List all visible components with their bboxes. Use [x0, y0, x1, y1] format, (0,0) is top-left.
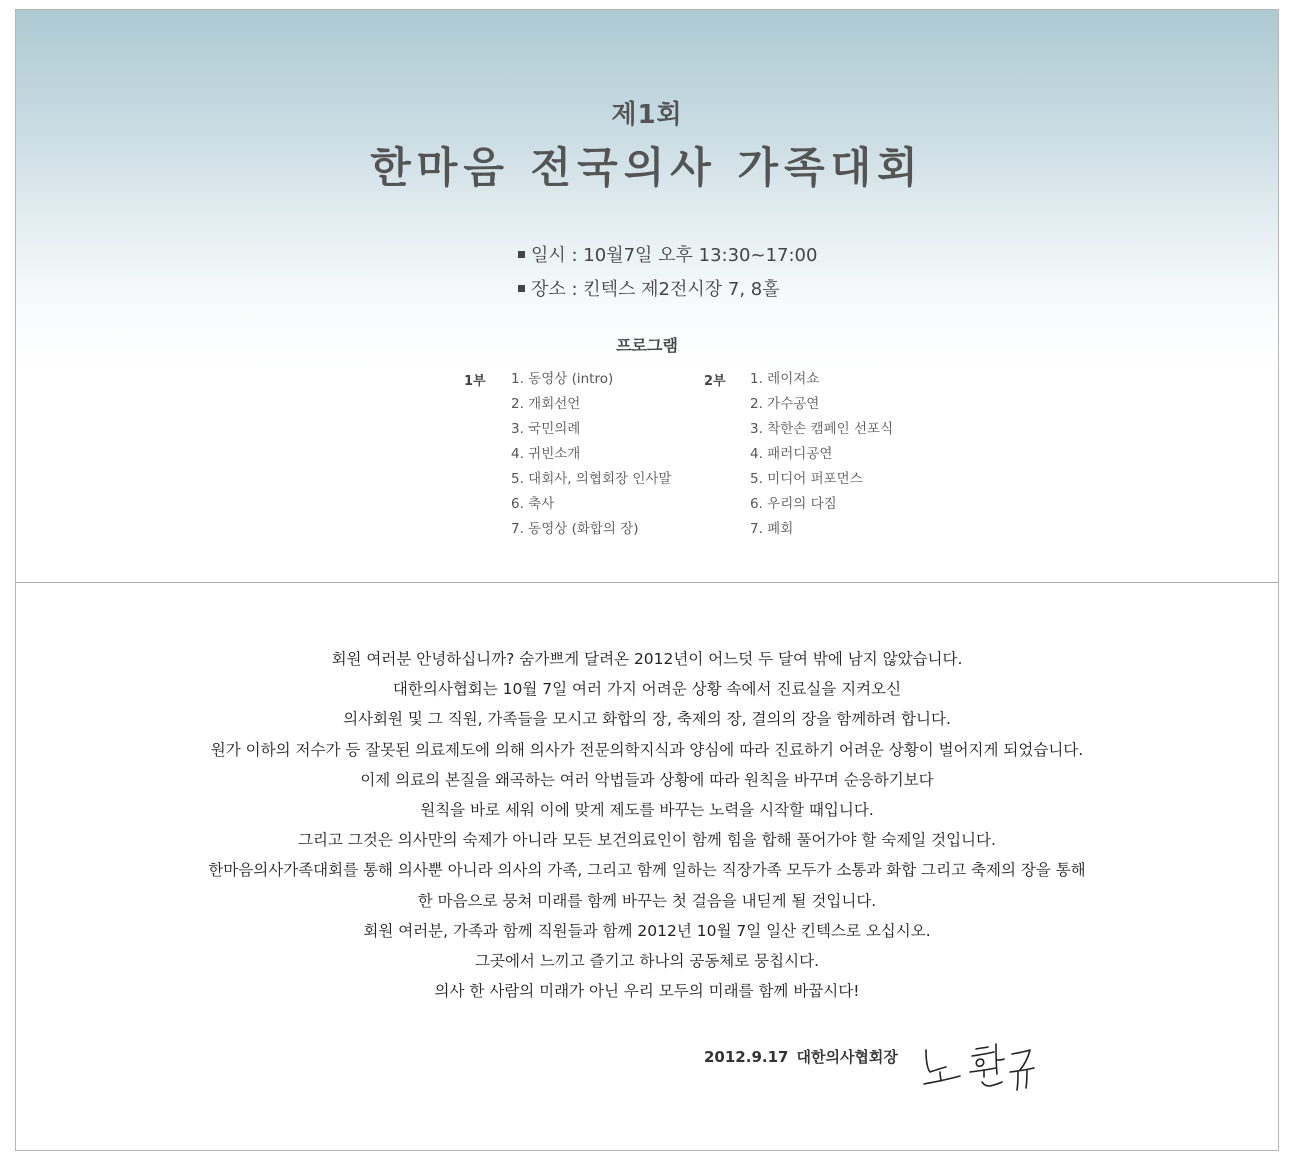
letter-line: 의사 한 사람의 미래가 아닌 우리 모두의 미래를 함께 바꿉시다! [434, 982, 860, 1001]
letter-line: 한 마음으로 뭉쳐 미래를 함께 바꾸는 첫 걸음을 내딛게 될 것입니다. [417, 891, 877, 910]
event-place-text: 장소 : 킨텍스 제2전시장 7, 8홀 [531, 279, 780, 300]
program-heading: 프로그램 [616, 336, 678, 355]
letter-line: 원칙을 바로 세워 이에 맞게 제도를 바꾸는 노력을 시작할 때입니다. [420, 800, 874, 819]
event-date [518, 241, 817, 267]
program-item: 5. 대회사, 의협회장 인사말 [511, 471, 672, 487]
letter-line: 대한의사협회는 10월 7일 여러 가지 어려운 상황 속에서 진료실을 지켜오신 [392, 680, 902, 699]
letter-line: 이제 의료의 본질을 왜곡하는 여러 악법들과 상황에 따라 원칙을 바꾸며 순응하기보다 [360, 770, 934, 789]
letter-line: 그리고 그것은 의사만의 숙제가 아니라 모든 보건의료인이 함께 힘을 합해 풀어가야 할 숙제일 것입니다. [298, 831, 996, 850]
part1-label: 1부 [464, 374, 486, 389]
program-item: 6. 우리의 다짐 [750, 496, 837, 512]
handwritten-signature [914, 1032, 1039, 1094]
program-item: 1. 동영상 (intro) [511, 371, 614, 387]
event-date-text: 일시 : 10월7일 오후 13:30~17:00 [531, 245, 818, 266]
letter-line: 회원 여러분 안녕하십니까? 숨가쁘게 달려온 2012년이 어느덧 두 달여 밖에 남지 않았습니다. [331, 650, 963, 668]
letter-line: 원가 이하의 저수가 등 잘못된 의료제도에 의해 의사가 전문의학지식과 양심에 따라 진료하기 어려운 상황이 벌어지게 되었습니다. [210, 740, 1084, 759]
program-item: 2. 가수공연 [750, 396, 820, 412]
bullet-square-icon [518, 285, 525, 292]
program-item: 5. 미디어 퍼포먼스 [750, 471, 863, 487]
sign-title: 대한의사협회장 [796, 1048, 898, 1066]
program-item: 6. 축사 [511, 496, 555, 512]
invitation-letter [16, 644, 1278, 1006]
bullet-square-icon [518, 251, 525, 258]
program-item: 3. 착한손 캠페인 선포식 [750, 421, 894, 437]
program-item: 4. 패러디공연 [750, 446, 833, 462]
letter-line: 의사회원 및 그 직원, 가족들을 모시고 화합의 장, 축제의 장, 결의의 장을 함께하려 합니다. [343, 710, 951, 729]
signature-line [704, 1046, 898, 1067]
program-item: 7. 동영상 (화합의 장) [511, 521, 639, 537]
program-item: 2. 개회선언 [511, 396, 581, 412]
event-place [518, 275, 780, 301]
program-item: 3. 국민의례 [511, 421, 581, 437]
sign-date: 2012.9.17 [704, 1048, 789, 1066]
program-item: 7. 폐회 [750, 521, 794, 537]
event-edition: 제1회 [611, 100, 683, 130]
program-item: 1. 레이져쇼 [750, 371, 820, 387]
part2-program-list [750, 367, 893, 542]
event-title: 한마음 전국의사 가족대회 [370, 143, 924, 192]
part1-program-list [511, 367, 671, 542]
event-header-section [16, 10, 1278, 583]
part2-label: 2부 [704, 374, 726, 389]
letter-line: 그곳에서 느끼고 즐기고 하나의 공동체로 뭉칩시다. [475, 951, 819, 970]
letter-line: 한마음의사가족대회를 통해 의사뿐 아니라 의사의 가족, 그리고 함께 일하는 직장가족 모두가 소통과 화합 그리고 축제의 장을 통해 [208, 861, 1086, 880]
program-item: 4. 귀빈소개 [511, 446, 581, 462]
letter-line: 회원 여러분, 가족과 함께 직원들과 함께 2012년 10월 7일 일산 킨텍스로 오십시오. [363, 921, 931, 940]
invitation-card [15, 9, 1279, 1151]
